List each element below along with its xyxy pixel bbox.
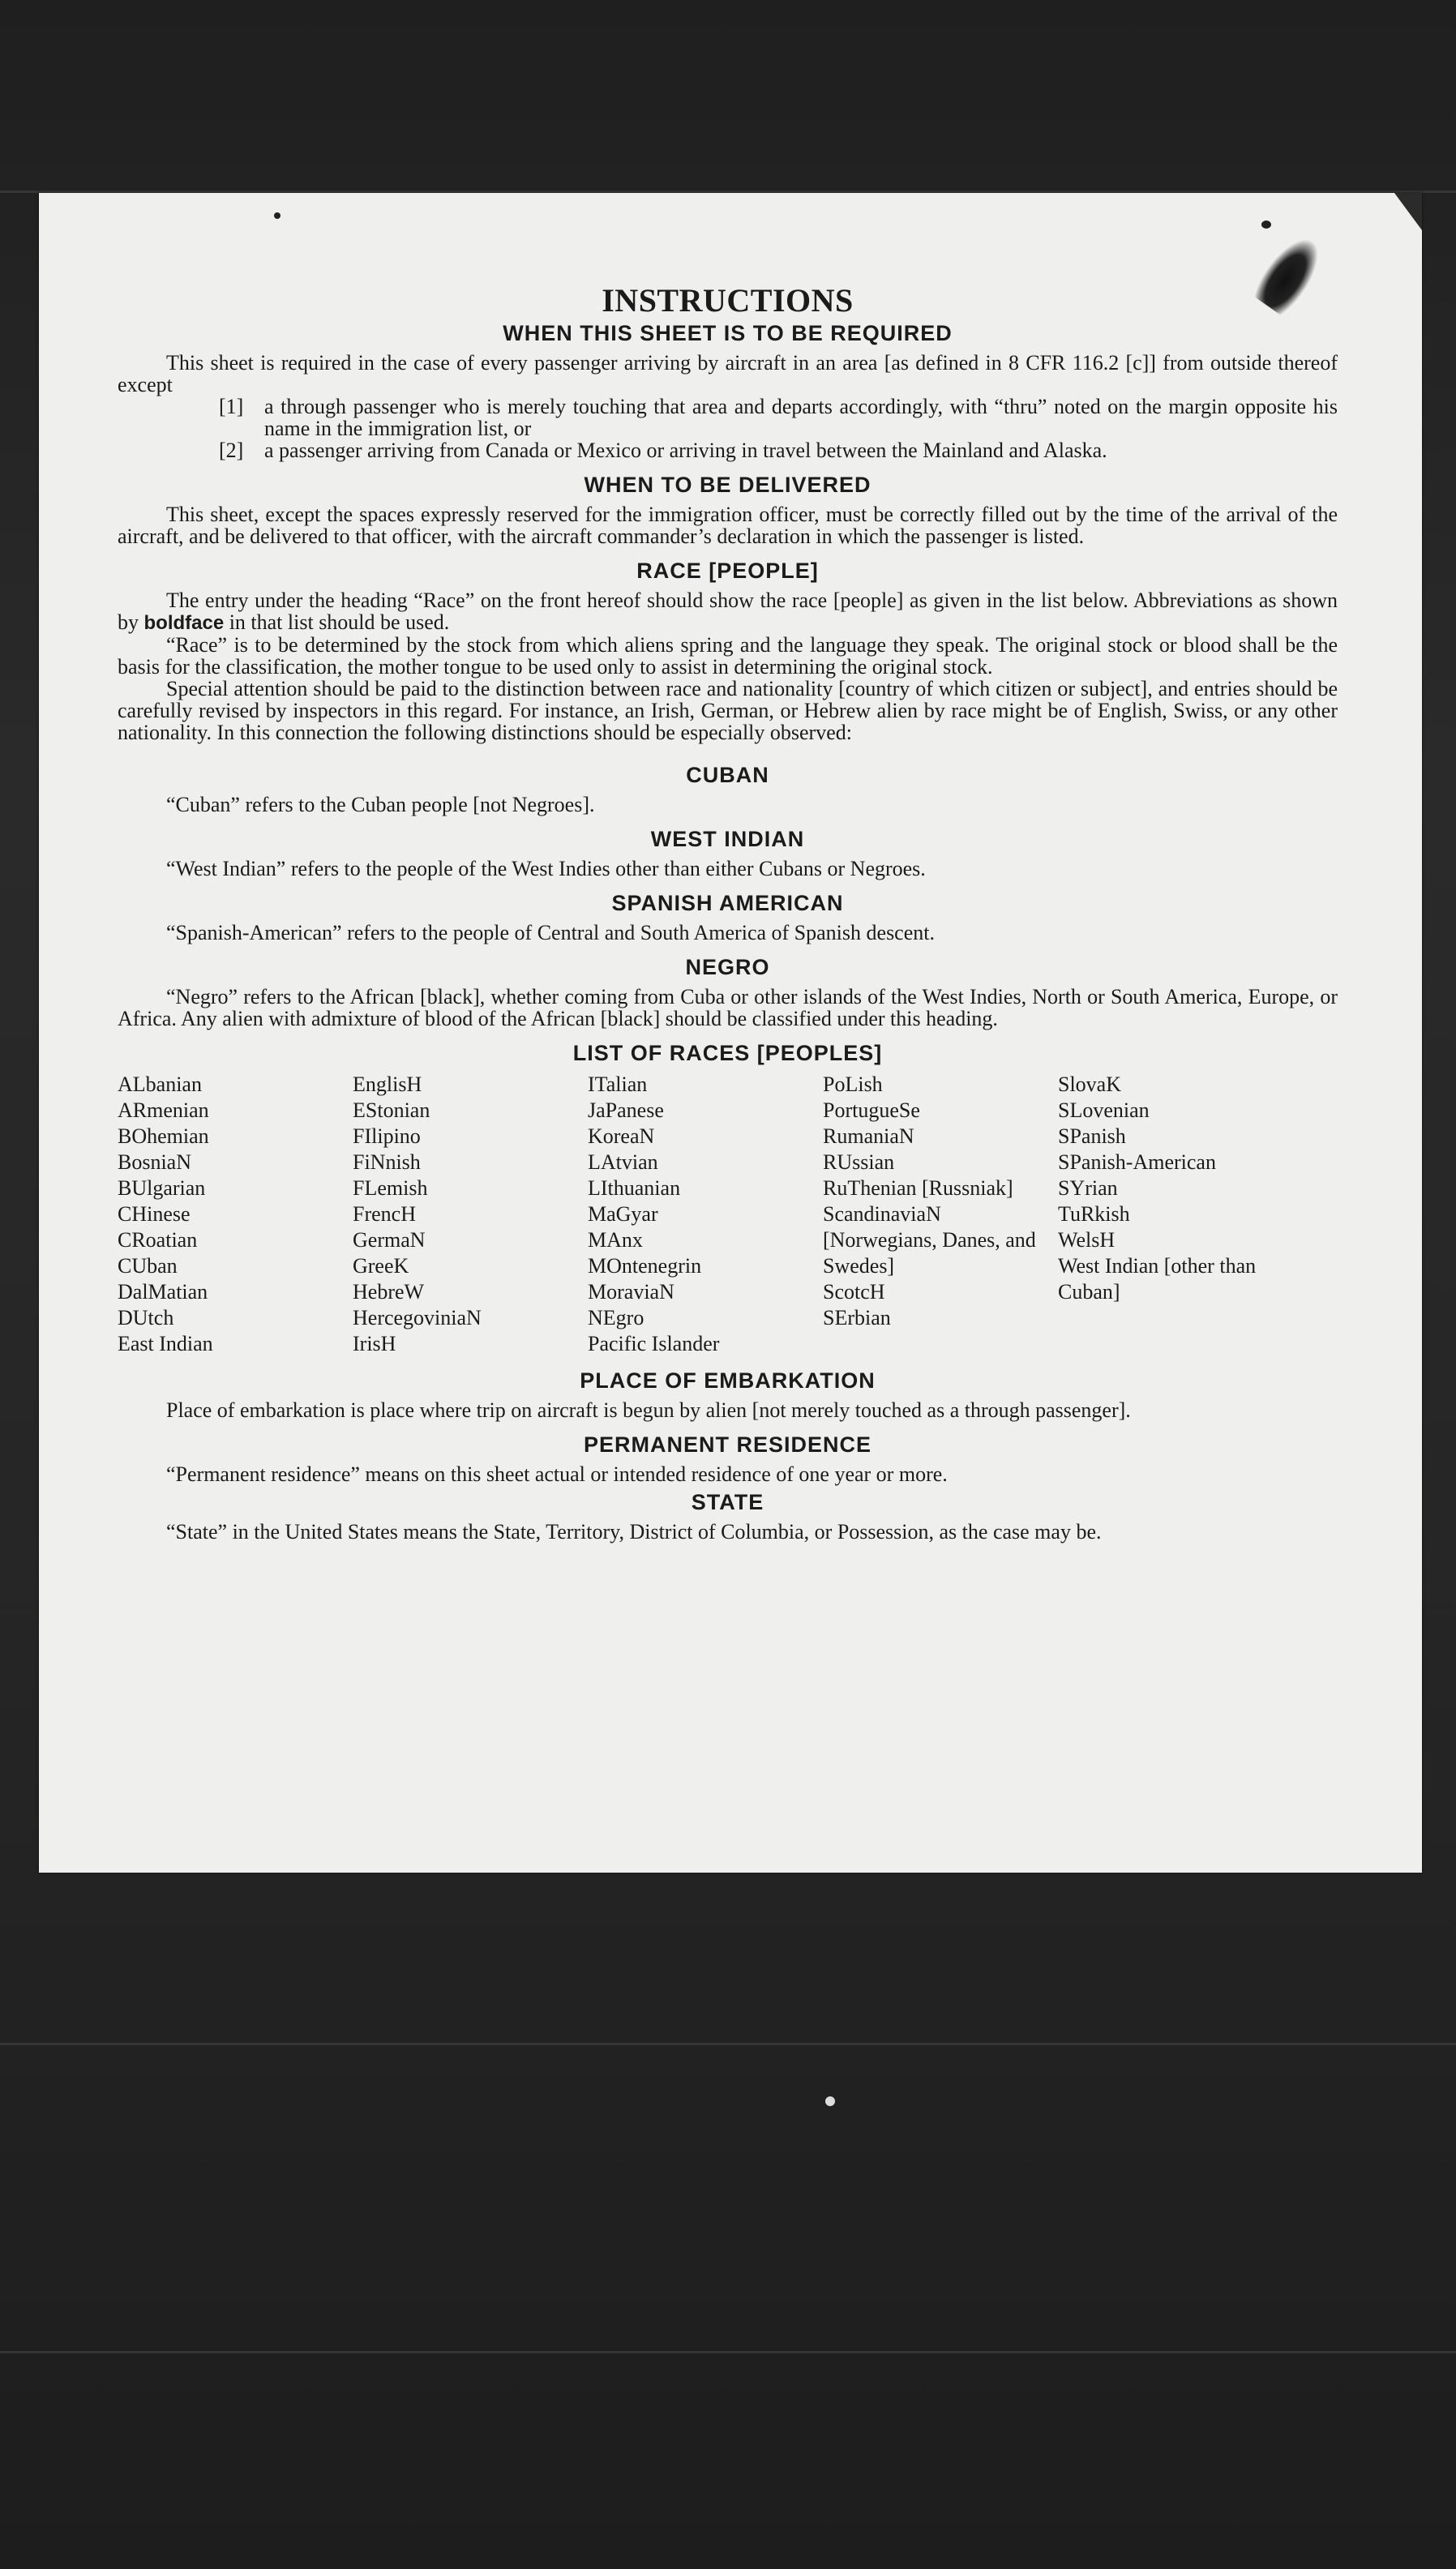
- section-heading: PLACE OF EMBARKATION: [580, 1368, 876, 1393]
- section-heading: LIST OF RACES [PEOPLES]: [572, 1041, 883, 1065]
- folded-corner: [1394, 193, 1422, 230]
- race-entry: FiNnish: [353, 1150, 421, 1174]
- race-entry: PoLish: [823, 1073, 883, 1096]
- dust-speck: [274, 212, 280, 219]
- race-entry: FIlipino: [353, 1124, 421, 1148]
- item-number: [2]: [219, 439, 244, 462]
- race-entry: RUssian: [823, 1150, 895, 1174]
- race-entry: FLemish: [353, 1176, 428, 1200]
- section-heading: WHEN THIS SHEET IS TO BE REQUIRED: [503, 321, 953, 345]
- scan-band: [0, 2043, 1456, 2045]
- race-entry: ITalian: [588, 1073, 648, 1096]
- race-entry: NEgro: [588, 1306, 644, 1329]
- section-paragraph: “Cuban” refers to the Cuban people [not Negroes].: [166, 793, 595, 816]
- section-heading: CUBAN: [686, 763, 769, 787]
- race-entry: GreeK: [353, 1254, 409, 1278]
- list-item: [219, 439, 1338, 461]
- race-entry: BOhemian: [118, 1124, 209, 1148]
- item-number: [1]: [219, 395, 244, 418]
- list-item: [219, 396, 1338, 439]
- section-paragraph: “Spanish-American” refers to the people of Central and South America of Spanish descent.: [166, 921, 935, 944]
- section-heading: WEST INDIAN: [650, 827, 805, 851]
- race-entry: KoreaN: [588, 1124, 655, 1148]
- section-paragraph: “West Indian” refers to the people of the West Indies other than either Cubans or Negroes.: [166, 857, 926, 880]
- race-entry: HercegoviniaN: [353, 1306, 482, 1329]
- race-entry: FrencH: [353, 1202, 416, 1226]
- section-paragraph: Special attention should be paid to the distinction between race and nationality [country of which citizen or subject], and entries should be carefully revised by inspectors in this regard. For instance, an Irish, German, or Hebrew alien by race might be of English, Swiss, or any other nationality. In this connection the following distinctions should be especially observed:: [118, 677, 1338, 744]
- races-column: [353, 1072, 588, 1357]
- race-entry: SLovenian: [1058, 1098, 1150, 1122]
- section-paragraph: This sheet is required in the case of every passenger arriving by aircraft in an area [as defined in 8 CFR 116.2 [c]] from outside thereof except: [118, 351, 1338, 396]
- race-entry: West Indian [other than Cuban]: [1058, 1254, 1257, 1304]
- race-entry: DUtch: [118, 1306, 174, 1329]
- section-heading: PERMANENT RESIDENCE: [583, 1432, 872, 1457]
- item-text: a through passenger who is merely touching that area and departs accordingly, with “thru” noted on the margin opposite his name in the immigration list, or: [264, 395, 1338, 440]
- race-entry: MaGyar: [588, 1202, 658, 1226]
- boldface-term: boldface: [143, 612, 225, 634]
- race-entry: BUlgarian: [118, 1176, 206, 1200]
- race-entry: PortugueSe: [823, 1098, 920, 1122]
- section-paragraph: “Permanent residence” means on this sheet actual or intended residence of one year or more.: [166, 1462, 948, 1486]
- race-entry: ALbanian: [118, 1073, 202, 1096]
- race-entry: SYrian: [1058, 1176, 1118, 1200]
- races-column: [1058, 1072, 1338, 1357]
- document-title: INSTRUCTIONS: [602, 282, 854, 319]
- section-heading: STATE: [691, 1490, 764, 1514]
- paragraph-text: The entry under the heading “Race” on the front hereof should show the race [people] as given in the list below. Abbreviations as shown by: [118, 589, 1338, 634]
- race-entry: BosniaN: [118, 1150, 191, 1174]
- race-entry: SErbian: [823, 1306, 891, 1329]
- race-entry: HebreW: [353, 1280, 425, 1304]
- races-column: [588, 1072, 823, 1357]
- dust-speck: [825, 2096, 835, 2106]
- race-entry: MOntenegrin: [588, 1254, 702, 1278]
- item-text: a passenger arriving from Canada or Mexico or arriving in travel between the Mainland and Alaska.: [264, 439, 1107, 462]
- race-entry: CRoatian: [118, 1228, 198, 1252]
- document-content: [118, 276, 1338, 1543]
- race-entry: DalMatian: [118, 1280, 208, 1304]
- section-paragraph: “Negro” refers to the African [black], whether coming from Cuba or other islands of the West Indies, North or South America, Europe, or Africa. Any alien with admixture of blood of the African [black] should be classified under this heading.: [118, 985, 1338, 1030]
- race-entry: WelsH: [1058, 1228, 1116, 1252]
- race-entry: IrisH: [353, 1332, 396, 1355]
- race-entry: EStonian: [353, 1098, 430, 1122]
- race-entry: ScotcH: [823, 1280, 885, 1304]
- race-entry: SlovaK: [1058, 1073, 1121, 1096]
- races-column: [118, 1072, 353, 1357]
- race-entry: TuRkish: [1058, 1202, 1130, 1226]
- race-entry: CHinese: [118, 1202, 191, 1226]
- section-paragraph: This sheet, except the spaces expressly reserved for the immigration officer, must be correctly filled out by the time of the arrival of the aircraft, and be delivered to that officer, with the aircraft commander’s declaration in which the passenger is listed.: [118, 503, 1338, 548]
- races-list: [118, 1072, 1338, 1357]
- race-entry: RuThenian [Russniak]: [823, 1176, 1013, 1200]
- section-heading: WHEN TO BE DELIVERED: [584, 473, 871, 497]
- race-entry: SPanish-American: [1058, 1150, 1216, 1174]
- race-entry: East Indian: [118, 1332, 213, 1355]
- section-heading: SPANISH AMERICAN: [611, 891, 844, 915]
- race-entry: LAtvian: [588, 1150, 658, 1174]
- dust-speck: [1261, 221, 1271, 229]
- races-column: [823, 1072, 1058, 1357]
- race-entry: Pacific Islander: [588, 1332, 720, 1355]
- race-entry: CUban: [118, 1254, 178, 1278]
- race-entry: MAnx: [588, 1228, 643, 1252]
- race-entry: LIthuanian: [588, 1176, 681, 1200]
- race-entry: EnglisH: [353, 1073, 422, 1096]
- section-heading: RACE [PEOPLE]: [636, 559, 819, 583]
- section-paragraph: “Race” is to be determined by the stock from which aliens spring and the language they speak. The original stock or blood shall be the basis for the classification, the mother tongue to be used only to assist in determining the original stock.: [118, 633, 1338, 679]
- section-paragraph: [118, 589, 1338, 634]
- paragraph-text: in that list should be used.: [229, 610, 450, 634]
- race-entry: ScandinaviaN [Norwegians, Danes, and Swedes]: [823, 1202, 1036, 1278]
- race-entry: MoraviaN: [588, 1280, 674, 1304]
- section-heading: NEGRO: [685, 955, 770, 979]
- scan-band: [0, 2351, 1456, 2353]
- section-paragraph: “State” in the United States means the State, Territory, District of Columbia, or Possession, as the case may be.: [166, 1520, 1102, 1544]
- race-entry: GermaN: [353, 1228, 426, 1252]
- race-entry: RumaniaN: [823, 1124, 914, 1148]
- race-entry: SPanish: [1058, 1124, 1126, 1148]
- race-entry: ARmenian: [118, 1098, 209, 1122]
- section-paragraph: Place of embarkation is place where trip on aircraft is begun by alien [not merely touched as a through passenger].: [166, 1398, 1131, 1422]
- race-entry: JaPanese: [588, 1098, 664, 1122]
